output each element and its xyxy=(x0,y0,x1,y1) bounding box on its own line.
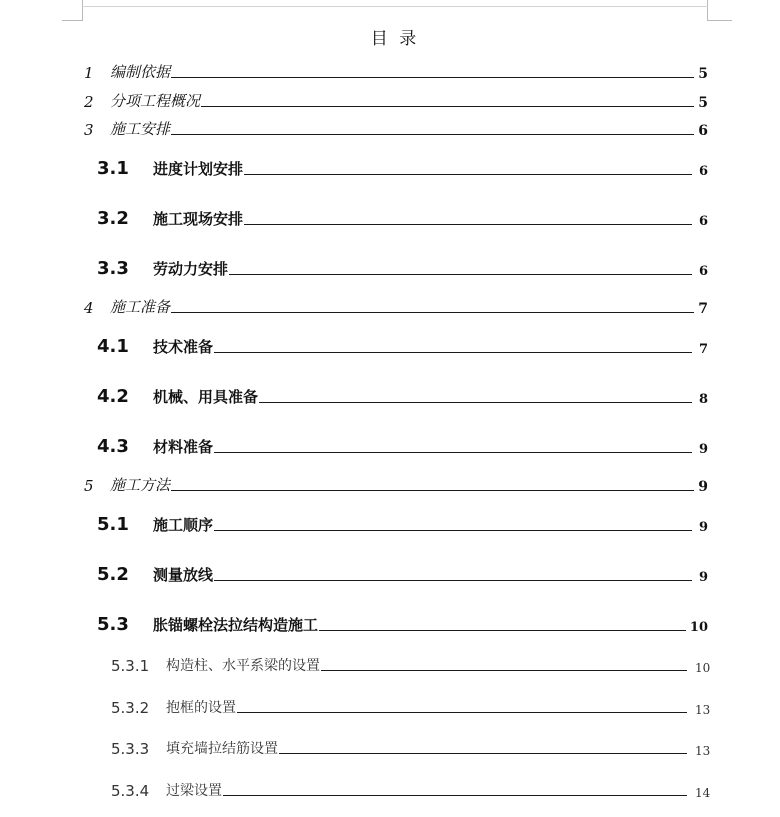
toc-entry-text: 进度计划安排 xyxy=(153,160,244,178)
toc-entry-page: 9 xyxy=(698,570,708,585)
toc-entry-page: 5 xyxy=(698,95,708,111)
toc-entry-page: 9 xyxy=(698,520,708,535)
toc-entry-text: 材料准备 xyxy=(153,438,214,456)
toc-entry[interactable] xyxy=(111,776,711,800)
toc-entry-text: 胀锚螺栓法拉结构造施工 xyxy=(153,616,319,634)
toc-entry[interactable] xyxy=(97,433,708,457)
toc-entry-page: 7 xyxy=(698,301,708,317)
page-corner-mark-right xyxy=(707,0,732,21)
toc-entry-text: 机械、用具准备 xyxy=(153,388,259,406)
toc-entry-page: 9 xyxy=(698,479,708,495)
toc-entry[interactable] xyxy=(97,611,708,635)
toc-leader-line xyxy=(223,795,687,796)
toc-leader-line xyxy=(244,174,692,175)
toc-entry-page: 13 xyxy=(695,703,711,717)
toc-entry-page: 7 xyxy=(698,342,708,357)
toc-entry-number: 3 xyxy=(84,121,94,139)
toc-entry-number: 5 xyxy=(84,477,94,495)
page-corner-mark-left xyxy=(62,0,83,21)
toc-entry-page: 6 xyxy=(698,123,708,139)
toc-leader-line xyxy=(259,402,692,403)
toc-leader-line xyxy=(214,452,692,453)
toc-entry-page: 6 xyxy=(698,164,708,179)
toc-entry-number: 5.1 xyxy=(97,514,129,535)
toc-entry-page: 14 xyxy=(695,786,711,800)
toc-entry-number: 3.3 xyxy=(97,258,129,279)
toc-entry-text: 编制依据 xyxy=(110,63,171,81)
toc-leader-line xyxy=(229,274,692,275)
toc-entry-number: 3.1 xyxy=(97,158,129,179)
toc-leader-line xyxy=(214,580,692,581)
toc-entry-text: 施工准备 xyxy=(110,298,171,316)
toc-entry-page: 13 xyxy=(695,744,711,758)
toc-entry-number: 3.2 xyxy=(97,208,129,229)
toc-leader-line xyxy=(279,753,687,754)
toc-title: 目 录 xyxy=(370,29,420,49)
toc-entry[interactable] xyxy=(111,693,711,717)
toc-entry-number: 4 xyxy=(84,299,94,317)
toc-entry-number: 5.3.1 xyxy=(111,657,150,675)
toc-leader-line xyxy=(201,106,694,107)
toc-entry-number: 5.3 xyxy=(97,614,129,635)
toc-leader-line xyxy=(214,530,692,531)
toc-entry[interactable] xyxy=(84,115,708,139)
toc-entry-page: 6 xyxy=(698,214,708,229)
toc-entry-number: 1 xyxy=(84,64,94,82)
toc-entry-number: 5.3.3 xyxy=(111,740,150,758)
toc-entry[interactable] xyxy=(97,155,708,179)
toc-entry[interactable] xyxy=(97,561,708,585)
toc-entry-text: 构造柱、水平系梁的设置 xyxy=(166,658,320,674)
toc-entry-text: 测量放线 xyxy=(153,566,214,584)
toc-entry-number: 2 xyxy=(84,93,94,111)
toc-entry-text: 抱框的设置 xyxy=(166,700,236,716)
toc-entry-number: 5.2 xyxy=(97,564,129,585)
toc-entry[interactable] xyxy=(84,58,708,82)
toc-entry[interactable] xyxy=(97,255,708,279)
toc-entry-page: 10 xyxy=(695,661,711,675)
page-top-edge xyxy=(82,6,708,7)
toc-entry-page: 10 xyxy=(689,620,708,635)
toc-leader-line xyxy=(171,134,694,135)
toc-entry[interactable] xyxy=(111,651,711,675)
toc-entry[interactable] xyxy=(97,383,708,407)
toc-entry[interactable] xyxy=(97,333,708,357)
toc-entry-page: 6 xyxy=(698,264,708,279)
toc-leader-line xyxy=(319,630,686,631)
toc-entry-text: 施工安排 xyxy=(110,120,171,138)
toc-leader-line xyxy=(171,490,694,491)
toc-entry[interactable] xyxy=(97,511,708,535)
toc-entry[interactable] xyxy=(84,471,708,495)
toc-entry-text: 过梁设置 xyxy=(166,783,222,799)
toc-entry-page: 5 xyxy=(698,66,708,82)
toc-entry[interactable] xyxy=(111,734,711,758)
toc-entry-number: 5.3.4 xyxy=(111,782,150,800)
toc-leader-line xyxy=(171,312,694,313)
toc-entry-text: 劳动力安排 xyxy=(153,260,229,278)
toc-entry-text: 施工方法 xyxy=(110,476,171,494)
toc-entry[interactable] xyxy=(84,87,708,111)
toc-entry-text: 施工顺序 xyxy=(153,516,214,534)
toc-leader-line xyxy=(171,77,694,78)
toc-leader-line xyxy=(237,712,687,713)
toc-entry-number: 5.3.2 xyxy=(111,699,150,717)
toc-leader-line xyxy=(214,352,692,353)
toc-entry-number: 4.1 xyxy=(97,336,129,357)
toc-entry-text: 填充墙拉结筋设置 xyxy=(166,741,278,757)
toc-entry-text: 分项工程概况 xyxy=(110,92,201,110)
toc-leader-line xyxy=(321,670,687,671)
toc-entry-number: 4.2 xyxy=(97,386,129,407)
toc-entry[interactable] xyxy=(84,293,708,317)
toc-entry[interactable] xyxy=(97,205,708,229)
toc-leader-line xyxy=(244,224,692,225)
toc-entry-text: 技术准备 xyxy=(153,338,214,356)
toc-entry-page: 8 xyxy=(698,392,708,407)
toc-entry-text: 施工现场安排 xyxy=(153,210,244,228)
toc-entry-number: 4.3 xyxy=(97,436,129,457)
toc-entry-page: 9 xyxy=(698,442,708,457)
